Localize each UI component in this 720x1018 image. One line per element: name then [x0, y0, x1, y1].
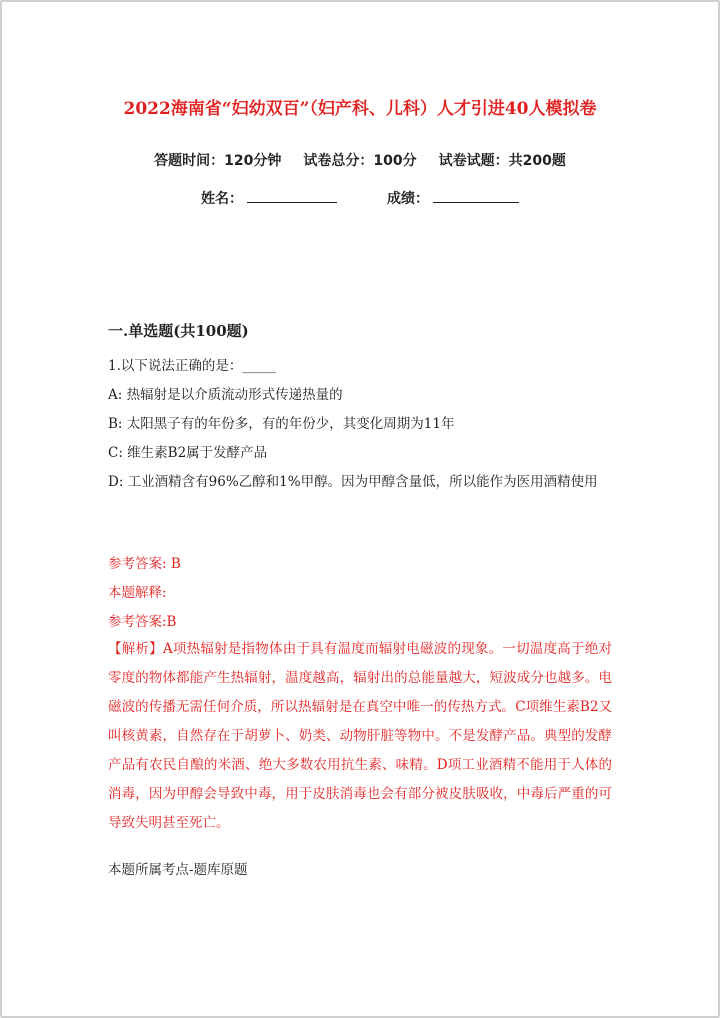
option-b: B: 太阳黑子有的年份多，有的年份少，其变化周期为11年 — [108, 416, 455, 432]
option-a: A: 热辐射是以介质流动形式传递热量的 — [108, 387, 343, 403]
answer-line: 参考答案: B — [108, 556, 181, 572]
source-note: 本题所属考点-题库原题 — [108, 862, 248, 878]
analysis-text: 【解析】A项热辐射是指物体由于具有温度而辐射电磁波的现象。一切温度高于绝对零度的物体都能产生热辐射，温度越高，辐射出的总能量越大，短波成分也越多。电磁波的传播无需任何介质，所以热辐射是在真空中唯一的传热方式。C项维生素B2又叫核黄素，自然存在于胡萝卜、奶类、动物肝脏等物中。不是发酵产品。典型的发酵产品有农民自酿的米酒、绝大多数农用抗生素、味精。D项工业酒精不能用于人体的消毒，因为甲醇会导致中毒，用于皮肤消毒也会有部分被皮肤吸收，中毒后严重的可导致失明甚至死亡。 — [108, 641, 612, 831]
exam-time: 答题时间：120分钟 — [154, 153, 282, 169]
question-stem: 1.以下说法正确的是：_____ — [108, 358, 277, 374]
exam-total-questions: 试卷试题：共200题 — [438, 153, 566, 169]
answer-block — [108, 550, 612, 637]
option-d: D: 工业酒精含有96%乙醇和1%甲醇。因为甲醇含量低，所以能作为医用酒精使用 — [108, 474, 598, 490]
score-blank — [433, 190, 519, 203]
section-heading: 一.单选题(共100题) — [108, 322, 249, 340]
name-blank — [247, 190, 337, 203]
candidate-info — [0, 188, 720, 208]
score-label: 成绩： — [387, 191, 429, 207]
exam-title: 2022海南省“妇幼双百”（妇产科、儿科）人才引进40人模拟卷 — [123, 99, 597, 119]
answer-line-2: 参考答案:B — [108, 614, 177, 630]
question-block — [108, 352, 612, 497]
exam-total-score: 试卷总分：100分 — [303, 153, 417, 169]
explanation-label: 本题解释: — [108, 585, 167, 601]
name-label: 姓名： — [201, 191, 243, 207]
exam-meta — [0, 150, 720, 170]
option-c: C: 维生素B2属于发酵产品 — [108, 445, 268, 461]
